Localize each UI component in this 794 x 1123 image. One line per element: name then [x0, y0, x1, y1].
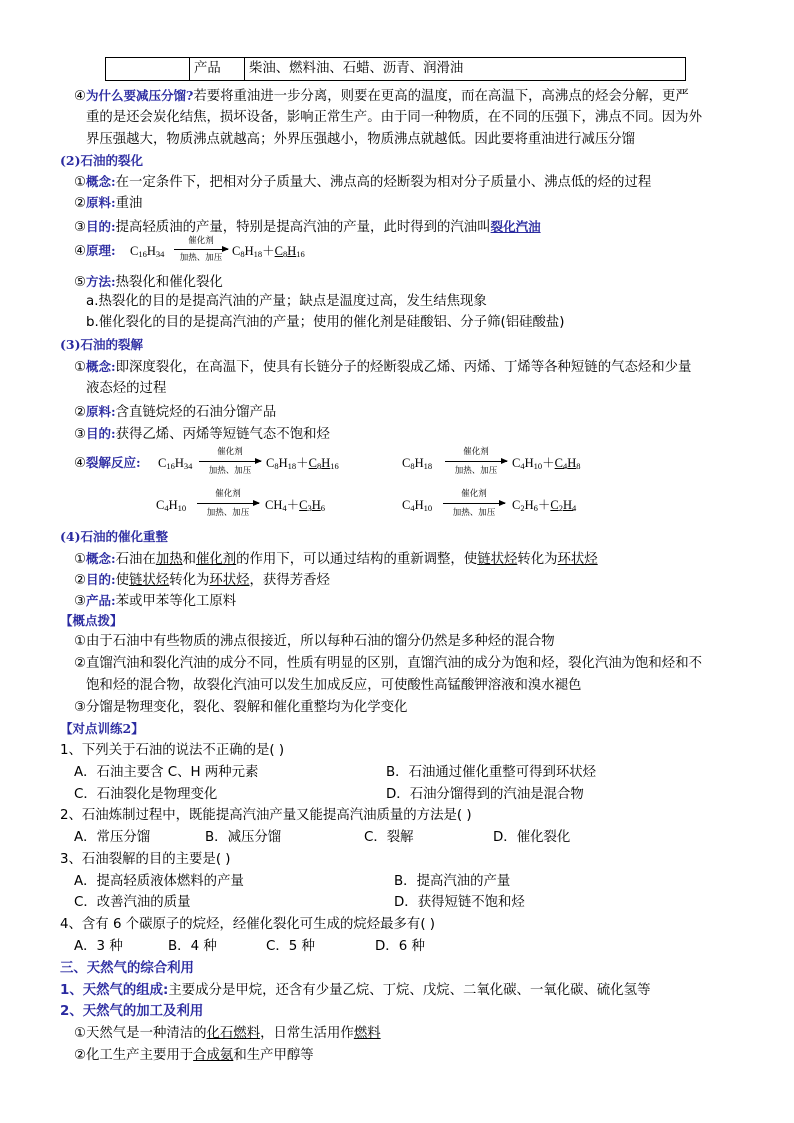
text: ，日常生活用作	[260, 1026, 354, 1041]
text: 使	[115, 573, 130, 588]
reaction-arrow	[174, 249, 228, 250]
q3-option-b: B．提高汽油的产量	[394, 874, 511, 889]
reactant: $C_{16}H_{34}$	[130, 244, 165, 259]
reaction-arrow	[199, 461, 261, 462]
table-label-cell: 产品	[190, 58, 245, 81]
underlined-product: $C_4H_8$	[554, 456, 581, 471]
text: ②化工生产主要用于	[74, 1048, 194, 1063]
products-table	[105, 57, 686, 81]
q1-option-c: C．石油裂化是物理变化	[74, 787, 218, 802]
section-heading-cracking: (2)石油的裂化	[60, 153, 144, 168]
catalyst-label: 催化剂	[461, 489, 487, 499]
reactant: $C_{16}H_{34}$	[158, 456, 193, 471]
reduced-pressure-para-line1	[74, 87, 689, 106]
q2-option-c: C．裂解	[364, 830, 414, 845]
keyword: 方法:	[86, 274, 116, 289]
natural-gas-processing-heading: 2、天然气的加工及利用	[60, 1004, 204, 1019]
text: 转化为	[169, 573, 210, 588]
q3-option-a: A．提高轻质液体燃料的产量	[74, 874, 244, 889]
tip-1: ①由于石油中有些物质的沸点很接近，所以每种石油的馏分仍然是多种烃的混合物	[74, 634, 555, 649]
keyword: 概念:	[86, 359, 116, 374]
condition-label: 加热、加压	[206, 508, 250, 518]
q1-option-a: A．石油主要含 C、H 两种元素	[74, 765, 259, 780]
q4-option-b: B．4 种	[168, 939, 217, 954]
table-row	[106, 58, 686, 81]
circled-number: ②	[74, 196, 87, 211]
text: 石油在	[115, 552, 156, 567]
natural-gas-use-2	[74, 1047, 314, 1065]
table-value-cell: 柴油、燃料油、石蜡、沥青、润滑油	[245, 58, 686, 81]
product: $C_8H_{18}+$	[232, 244, 275, 259]
q1-option-b: B．石油通过催化重整可得到环状烃	[386, 765, 597, 780]
text: 若要将重油进一步分离，则要在更高的温度，而在高温下，高沸点的烃会分解，更严	[193, 89, 689, 104]
question-3: 3、石油裂解的目的主要是( )	[60, 852, 231, 867]
text: 重油	[115, 196, 143, 211]
condition-label: 加热、加压	[208, 466, 252, 476]
cracking-raw-material	[74, 194, 142, 213]
keyword: 为什么要减压分馏?	[86, 88, 194, 103]
section-heading-reforming: (4)石油的催化重整	[60, 529, 169, 544]
reforming-product	[74, 592, 236, 611]
products	[266, 455, 339, 471]
products	[265, 497, 325, 513]
practice-heading: 【对点训练2】	[60, 721, 144, 736]
q3-option-d: D．获得短链不饱和烃	[394, 895, 525, 910]
products	[512, 497, 576, 513]
text: 获得乙烯、丙烯等短链气态不饱和烃	[115, 427, 330, 442]
condition-label: 加热、加压	[454, 466, 498, 476]
underlined-term: 催化剂	[195, 552, 237, 567]
underlined-term: 链状烃	[477, 552, 518, 567]
catalyst-label: 催化剂	[463, 447, 489, 457]
text: 主要成分是甲烷，还含有少量乙烷、丁烷、戊烷、二氧化碳、一氧化碳、硫化氢等	[168, 983, 651, 998]
circled-number: ①	[74, 175, 87, 190]
reforming-concept	[74, 550, 598, 569]
text: 热裂化和催化裂化	[115, 275, 223, 290]
underlined-term: 燃料	[353, 1026, 381, 1041]
cleavage-goal	[74, 425, 330, 444]
underlined-product: $C_2H_4$	[550, 498, 577, 513]
natural-gas-composition	[60, 982, 650, 1000]
underlined-term: 环状烃	[209, 573, 250, 588]
question-1: 1、下列关于石油的说法不正确的是( )	[60, 743, 285, 758]
text: 和生产甲醇等	[233, 1048, 314, 1063]
catalyst-label: 催化剂	[215, 489, 241, 499]
q3-option-c: C．改善汽油的质量	[74, 895, 191, 910]
q1-option-d: D．石油分馏得到的汽油是混合物	[386, 787, 584, 802]
circled-number: ④	[74, 244, 87, 259]
circled-number: ①	[74, 552, 87, 567]
circled-number: ③	[74, 427, 87, 442]
text: 在一定条件下，把相对分子质量大、沸点高的烃断裂为相对分子质量小、沸点低的烃的过程	[115, 175, 652, 190]
tip-3: ③分馏是物理变化，裂化、裂解和催化重整均为化学变化	[74, 700, 408, 715]
q2-option-b: B．减压分馏	[205, 830, 282, 845]
circled-number: ③	[74, 220, 87, 235]
circled-number: ①	[74, 360, 87, 375]
cleavage-raw-material	[74, 403, 276, 422]
cracking-concept	[74, 173, 651, 192]
keyword: 概念:	[86, 174, 116, 189]
keyword: 概念:	[86, 551, 116, 566]
underlined-product: $C_8H_{16}$	[274, 244, 305, 259]
products	[232, 243, 305, 259]
question-2: 2、石油炼制过程中，既能提高汽油产量又能提高汽油质量的方法是( )	[60, 808, 472, 823]
circled-number: ②	[74, 573, 87, 588]
cleavage-concept-line1	[74, 358, 691, 377]
underlined-term: 链状烃	[129, 573, 170, 588]
tips-heading: 【概点拨】	[60, 613, 123, 628]
text: 苯或甲苯等化工原料	[115, 594, 237, 609]
q4-option-d: D．6 种	[375, 939, 425, 954]
products	[512, 455, 581, 471]
underlined-term: 合成氨	[193, 1048, 234, 1063]
q4-option-c: C．5 种	[266, 939, 315, 954]
underlined-product: $C_8H_{16}$	[308, 456, 339, 471]
text: 的作用下，可以通过结构的重新调整，使	[236, 552, 478, 567]
text: ，获得芳香烃	[249, 573, 330, 588]
keyword: 原料:	[86, 404, 116, 419]
underlined-term: 加热	[155, 552, 183, 567]
keyword: 目的:	[86, 572, 116, 587]
product: $C_4H_{10}+$	[512, 456, 555, 471]
circled-number: ④	[74, 89, 87, 104]
circled-number: ②	[74, 405, 87, 420]
text: 含直链烷烃的石油分馏产品	[115, 405, 277, 420]
text: 即深度裂化，在高温下，使具有长链分子的烃断裂成乙烯、丙烯、丁烯等各种短链的气态烃和少量	[115, 360, 692, 375]
subheading: 1、天然气的组成:	[60, 983, 169, 998]
reactant: $C_8H_{18}$	[402, 456, 433, 471]
text: 和	[182, 552, 196, 567]
question-4: 4、含有 6 个碳原子的烷烃，经催化裂化可生成的烷烃最多有( )	[60, 917, 436, 932]
table-blank-cell	[106, 58, 190, 81]
product: $CH_4+$	[265, 498, 300, 513]
q2-option-a: A．常压分馏	[74, 830, 151, 845]
product: $C_8H_{18}+$	[266, 456, 309, 471]
condition-label: 加热、加压	[179, 253, 223, 263]
underlined-term: 裂化汽油	[490, 219, 541, 234]
reaction-arrow	[443, 503, 505, 504]
cracking-method	[74, 273, 223, 292]
keyword: 目的:	[86, 426, 116, 441]
tip-2-line2: 饱和烃的混合物，故裂化汽油可以发生加成反应，可使酸性高锰酸钾溶液和溴水褪色	[86, 678, 582, 693]
underlined-term: 环状烃	[557, 552, 598, 567]
reforming-goal	[74, 571, 330, 590]
reduced-pressure-para-line3: 界压强越大，物质沸点就越高；外界压强越小，物质沸点就越低。因此要将重油进行减压分馏	[86, 132, 636, 147]
reaction-arrow	[445, 461, 507, 462]
keyword: 裂解反应:	[86, 455, 141, 470]
cracking-method-b: b.催化裂化的目的是提高汽油的产量；使用的催化剂是硅酸铝、分子筛(铝硅酸盐)	[86, 315, 565, 330]
text: ①天然气是一种清洁的	[74, 1026, 207, 1041]
catalyst-label: 催化剂	[188, 236, 214, 246]
q4-option-a: A．3 种	[74, 939, 123, 954]
reduced-pressure-para-line2: 重的是还会炭化结焦，损坏设备，影响正常生产。由于同一种物质，在不同的压强下，沸点不同。因为外	[86, 110, 702, 125]
section-heading-cleavage: (3)石油的裂解	[60, 337, 144, 352]
cracking-method-a: a.热裂化的目的是提高汽油的产量；缺点是温度过高，发生结焦现象	[86, 294, 487, 309]
catalyst-label: 催化剂	[217, 447, 243, 457]
natural-gas-use-1	[74, 1025, 381, 1043]
q2-option-d: D．催化裂化	[493, 830, 571, 845]
condition-label: 加热、加压	[452, 508, 496, 518]
product: $C_2H_6+$	[512, 498, 551, 513]
circled-number: ⑤	[74, 275, 87, 290]
text: 转化为	[517, 552, 558, 567]
keyword: 原理:	[86, 243, 116, 258]
reaction-arrow	[197, 503, 259, 504]
tip-2-line1: ②直馏汽油和裂化汽油的成分不同，性质有明显的区别，直馏汽油的成分为饱和烃，裂化汽油为饱和烃和不	[74, 656, 702, 671]
circled-number: ④	[74, 456, 87, 471]
keyword: 目的:	[86, 219, 116, 234]
keyword: 原料:	[86, 195, 116, 210]
circled-number: ③	[74, 594, 87, 609]
cleavage-concept-line2: 液态烃的过程	[86, 381, 167, 396]
natural-gas-heading: 三、天然气的综合利用	[60, 961, 194, 976]
reactant: $C_4H_{10}$	[402, 498, 433, 513]
underlined-term: 化石燃料	[206, 1026, 261, 1041]
underlined-product: $C_3H_6$	[299, 498, 326, 513]
cleavage-reaction-label	[74, 454, 141, 473]
cracking-goal	[74, 218, 541, 237]
text: 提高轻质油的产量，特别是提高汽油的产量，此时得到的汽油叫	[115, 220, 491, 235]
reactant: $C_4H_{10}$	[156, 498, 187, 513]
keyword: 产品:	[86, 593, 116, 608]
cracking-principle-label	[74, 242, 116, 261]
